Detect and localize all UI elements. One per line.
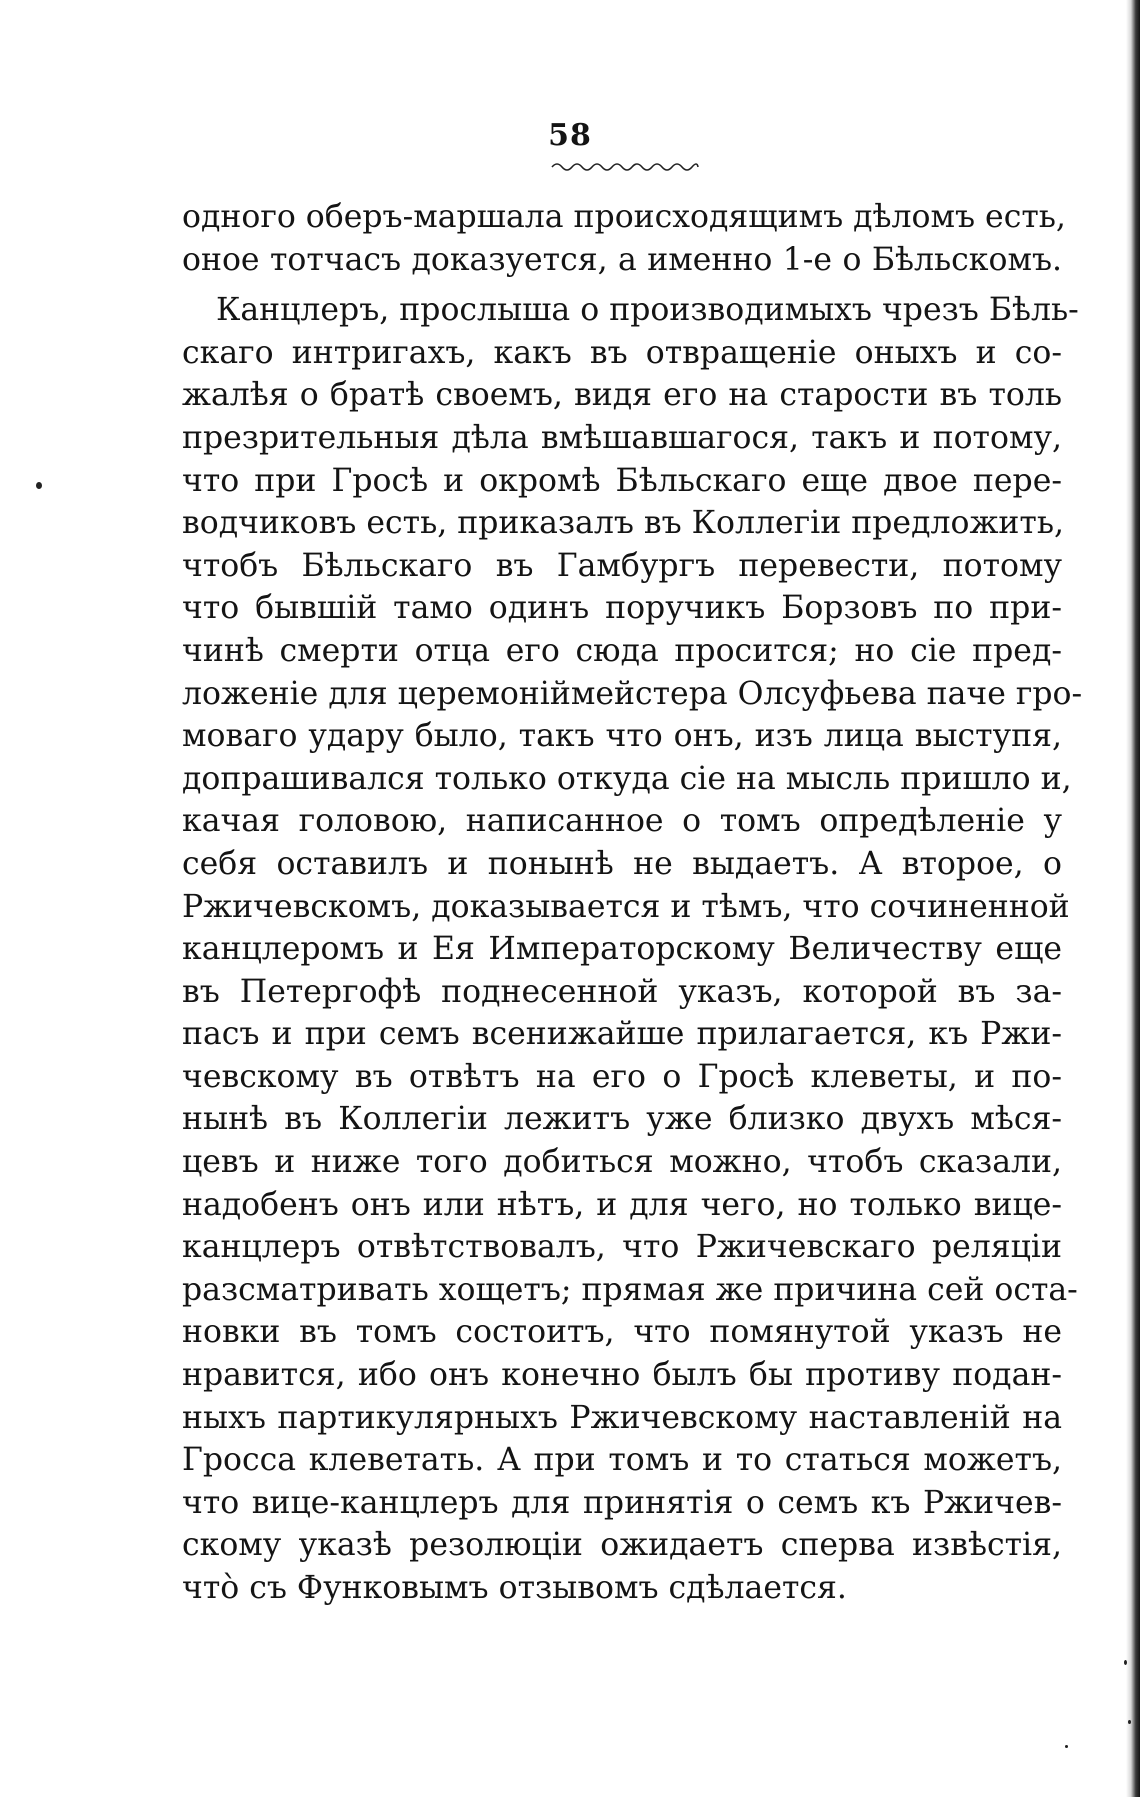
- text-line: нравится, ибо онъ конечно былъ бы противу подан-: [182, 1357, 1062, 1394]
- text-line: качая головою, написанное о томъ опредѣленіе у: [182, 803, 1062, 840]
- text-line: одного оберъ-маршала происходящимъ дѣломъ есть,: [182, 199, 1066, 235]
- text-line: презрительныя дѣла вмѣшавшагося, такъ и потому,: [182, 419, 1062, 456]
- text-line: чинѣ смерти отца его сюда просится; но сіе пред-: [182, 632, 1062, 669]
- decorative-wavy-rule: [550, 160, 700, 174]
- text-line: Гросса клеветать. А при томъ и то статься можетъ,: [182, 1442, 1062, 1479]
- text-line: канцлеръ отвѣтствовалъ, что Ржичевскаго реляціи: [182, 1229, 1062, 1266]
- paragraph-gap: [182, 281, 1062, 289]
- text-line: что при Гросѣ и окромѣ Бѣльскаго еще двое пере-: [182, 462, 1062, 499]
- text-line: нынѣ въ Коллегіи лежитъ уже близко двухъ мѣся-: [182, 1101, 1062, 1138]
- paper-speck: [1065, 1745, 1068, 1748]
- text-line: скому указѣ резолюціи ожидаетъ сперва извѣстія,: [182, 1527, 1062, 1564]
- text-line: чтò съ Функовымъ отзывомъ сдѣлается.: [182, 1570, 847, 1606]
- text-line: надобенъ онъ или нѣтъ, и для чего, но только вице-: [182, 1186, 1062, 1223]
- text-line: допрашивался только откуда сіе на мысль пришло и,: [182, 760, 1072, 797]
- text-line: моваго удару было, такъ что онъ, изъ лица выступя,: [182, 718, 1062, 755]
- text-line: пасъ и при семъ всенижайше прилагается, къ Ржи-: [182, 1016, 1062, 1053]
- text-line: себя оставилъ и понынѣ не выдаетъ. А второе, о: [182, 845, 1062, 882]
- paper-speck: [36, 482, 42, 489]
- text-line: что вице-канцлеръ для принятія о семъ къ Ржичев-: [182, 1484, 1062, 1521]
- paper-speck: [1128, 1720, 1131, 1724]
- text-line: Канцлеръ, прослыша о производимыхъ чрезъ Бѣль-: [216, 292, 1079, 329]
- text-line: ложеніе для церемоніймейстера Олсуфьева паче гро-: [182, 675, 1083, 712]
- text-line: чтобъ Бѣльскаго въ Гамбургъ перевести, потому: [182, 547, 1062, 584]
- text-line: новки въ томъ состоитъ, что помянутой указъ не: [182, 1314, 1062, 1351]
- text-line: жалѣя о братѣ своемъ, видя его на старости въ толь: [182, 377, 1062, 414]
- paper-speck: [1124, 1660, 1127, 1665]
- text-line: ныхъ партикулярныхъ Ржичевскому наставленій на: [182, 1399, 1062, 1436]
- text-line: оное тотчасъ доказуется, а именно 1-е о Бѣльскомъ.: [182, 241, 1062, 278]
- text-line: цевъ и ниже того добиться можно, чтобъ сказали,: [182, 1144, 1062, 1181]
- text-line: въ Петергофѣ поднесенной указъ, которой въ за-: [182, 973, 1062, 1010]
- text-line: чевскому въ отвѣтъ на его о Гросѣ клеветы, и по-: [182, 1058, 1062, 1095]
- body-text: [182, 196, 1083, 1610]
- text-line: водчиковъ есть, приказалъ въ Коллегіи предложить,: [182, 505, 1064, 542]
- text-line: канцлеромъ и Ея Императорскому Величеству еще: [182, 931, 1062, 968]
- text-line: скаго интригахъ, какъ въ отвращеніе оныхъ и со-: [182, 334, 1062, 371]
- page-edge-shadow: [1126, 0, 1140, 1797]
- page-number: 58: [548, 118, 592, 153]
- text-line: разсматривать хощетъ; прямая же причина сей оста-: [182, 1271, 1078, 1308]
- text-line: Ржичевскомъ, доказывается и тѣмъ, что сочиненной: [182, 888, 1070, 925]
- text-line: что бывшій тамо одинъ поручикъ Борзовъ по при-: [182, 590, 1062, 627]
